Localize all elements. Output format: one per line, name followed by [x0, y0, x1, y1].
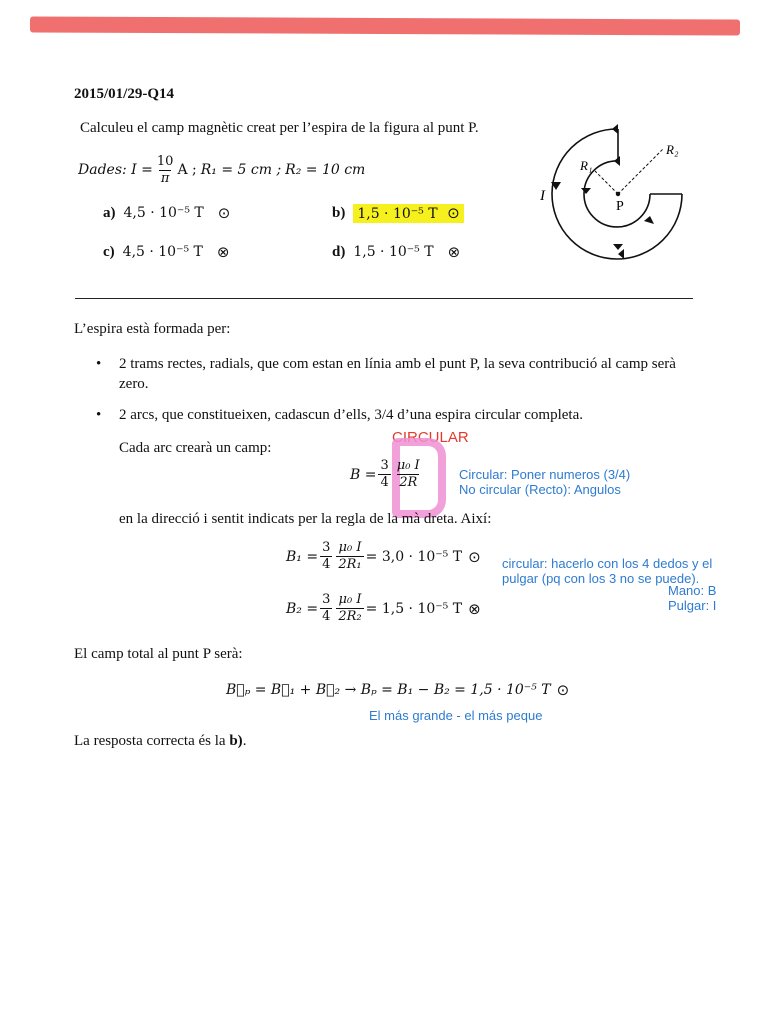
- note-circular-numbers: Circular: Poner numeros (3/4): [459, 467, 631, 482]
- loop-figure: [520, 120, 700, 290]
- bullet-1-text: 2 trams rectes, radials, que com estan en línia amb el punt P, la seva contribució al camp serà zero.: [119, 356, 676, 392]
- label-r2: R₂: [666, 142, 679, 157]
- answer-line: La resposta correcta és la b).: [74, 733, 247, 749]
- radius-r1: R₁ = 5 cm ;: [200, 162, 282, 178]
- given-data: Dades : I = $\frac{10}{\pi}$ A ; R₁ = 5 cm ; R₂ = 10 cm: [78, 153, 366, 186]
- note-non-circular-angles: No circular (Recto): Angulos: [459, 482, 621, 497]
- out-of-page-icon: ⊙: [447, 204, 460, 222]
- option-d: d) 1,5 · 10⁻⁵ T ⊗: [332, 243, 461, 261]
- equation-b: B = $\frac{3}{4}$ $\frac{\text{μ₀ I}}{2R}$: [350, 458, 420, 490]
- out-of-page-icon: ⊙: [556, 681, 570, 699]
- bullet-icon: •: [96, 356, 102, 372]
- note-four-fingers: pulgar (pq con los 3 no se puede).: [502, 571, 700, 586]
- separator-line: [75, 298, 693, 299]
- note-thumb-i: Pulgar: I: [668, 598, 717, 613]
- top-decorative-stripe: [30, 16, 740, 35]
- annotation-circular: CIRCULAR: [392, 429, 469, 446]
- arrow-icon: [613, 244, 623, 250]
- note-biggest-minus-smallest: El más grande - el más peque: [369, 708, 543, 723]
- into-page-icon: ⊗: [447, 243, 461, 261]
- current-fraction: $\frac{10}{\pi}$: [156, 153, 174, 186]
- equation-b1: B₁ = $\frac{3}{4}$ $\frac{\text{μ₀ I}}{\text{2R₁}}$ = 3,0 · 10⁻⁵ T ⊙: [286, 540, 481, 572]
- radius-r2: R₂ = 10 cm: [285, 162, 366, 178]
- problem-title: 2015/01/29-Q14: [74, 86, 174, 102]
- arrow-icon: [614, 156, 620, 166]
- total-field-text: El camp total al punt P serà:: [74, 646, 243, 662]
- into-page-icon: ⊗: [468, 599, 481, 618]
- option-a: a) 4,5 · 10⁻⁵ T ⊙: [103, 204, 231, 222]
- r1-dashed-radius: [595, 171, 618, 194]
- arrow-icon: [644, 216, 654, 224]
- out-of-page-icon: ⊙: [217, 204, 231, 222]
- highlighted-answer: 1,5 · 10⁻⁵ T ⊙: [353, 204, 463, 223]
- label-r1: R₁: [580, 158, 593, 173]
- answer-letter: b): [229, 733, 243, 749]
- direction-text: en la direcció i sentit indicats per la regla de la mà dreta. Així:: [119, 511, 492, 527]
- bullet-2-text: 2 arcs, que constitueixen, cadascun d’ells, 3/4 d’una espira circular completa.: [119, 407, 583, 423]
- r2-dashed-radius: [618, 148, 664, 194]
- arrow-icon: [581, 188, 591, 194]
- option-c: c) 4,5 · 10⁻⁵ T ⊗: [103, 243, 230, 261]
- out-of-page-icon: ⊙: [468, 547, 481, 566]
- note-right-hand-rule: circular: hacerlo con los 4 dedos y el: [502, 556, 713, 571]
- equation-total: B⃗ₚ = B⃗₁ + B⃗₂ → Bₚ = B₁ − B₂ = 1,5 · 10⁻⁵ T ⊙: [226, 681, 570, 699]
- option-b: b) 1,5 · 10⁻⁵ T ⊙: [332, 204, 464, 223]
- arrow-icon: [612, 124, 618, 134]
- question-text: Calculeu el camp magnètic creat per l’espira de la figura al punt P.: [80, 120, 479, 136]
- dades-label: Dades: [78, 162, 123, 178]
- each-arc-text: Cada arc crearà un camp:: [119, 440, 272, 456]
- label-current: I: [540, 188, 545, 204]
- point-p-dot: [616, 192, 620, 196]
- solution-intro: L’espira està formada per:: [74, 321, 231, 337]
- bullet-icon: •: [96, 407, 102, 423]
- into-page-icon: ⊗: [216, 243, 230, 261]
- note-hand-b: Mano: B: [668, 583, 717, 598]
- arrow-icon: [618, 249, 624, 259]
- label-point-p: P: [616, 199, 624, 214]
- equation-b2: B₂ = $\frac{3}{4}$ $\frac{\text{μ₀ I}}{\text{2R₂}}$ = 1,5 · 10⁻⁵ T ⊗: [286, 592, 481, 624]
